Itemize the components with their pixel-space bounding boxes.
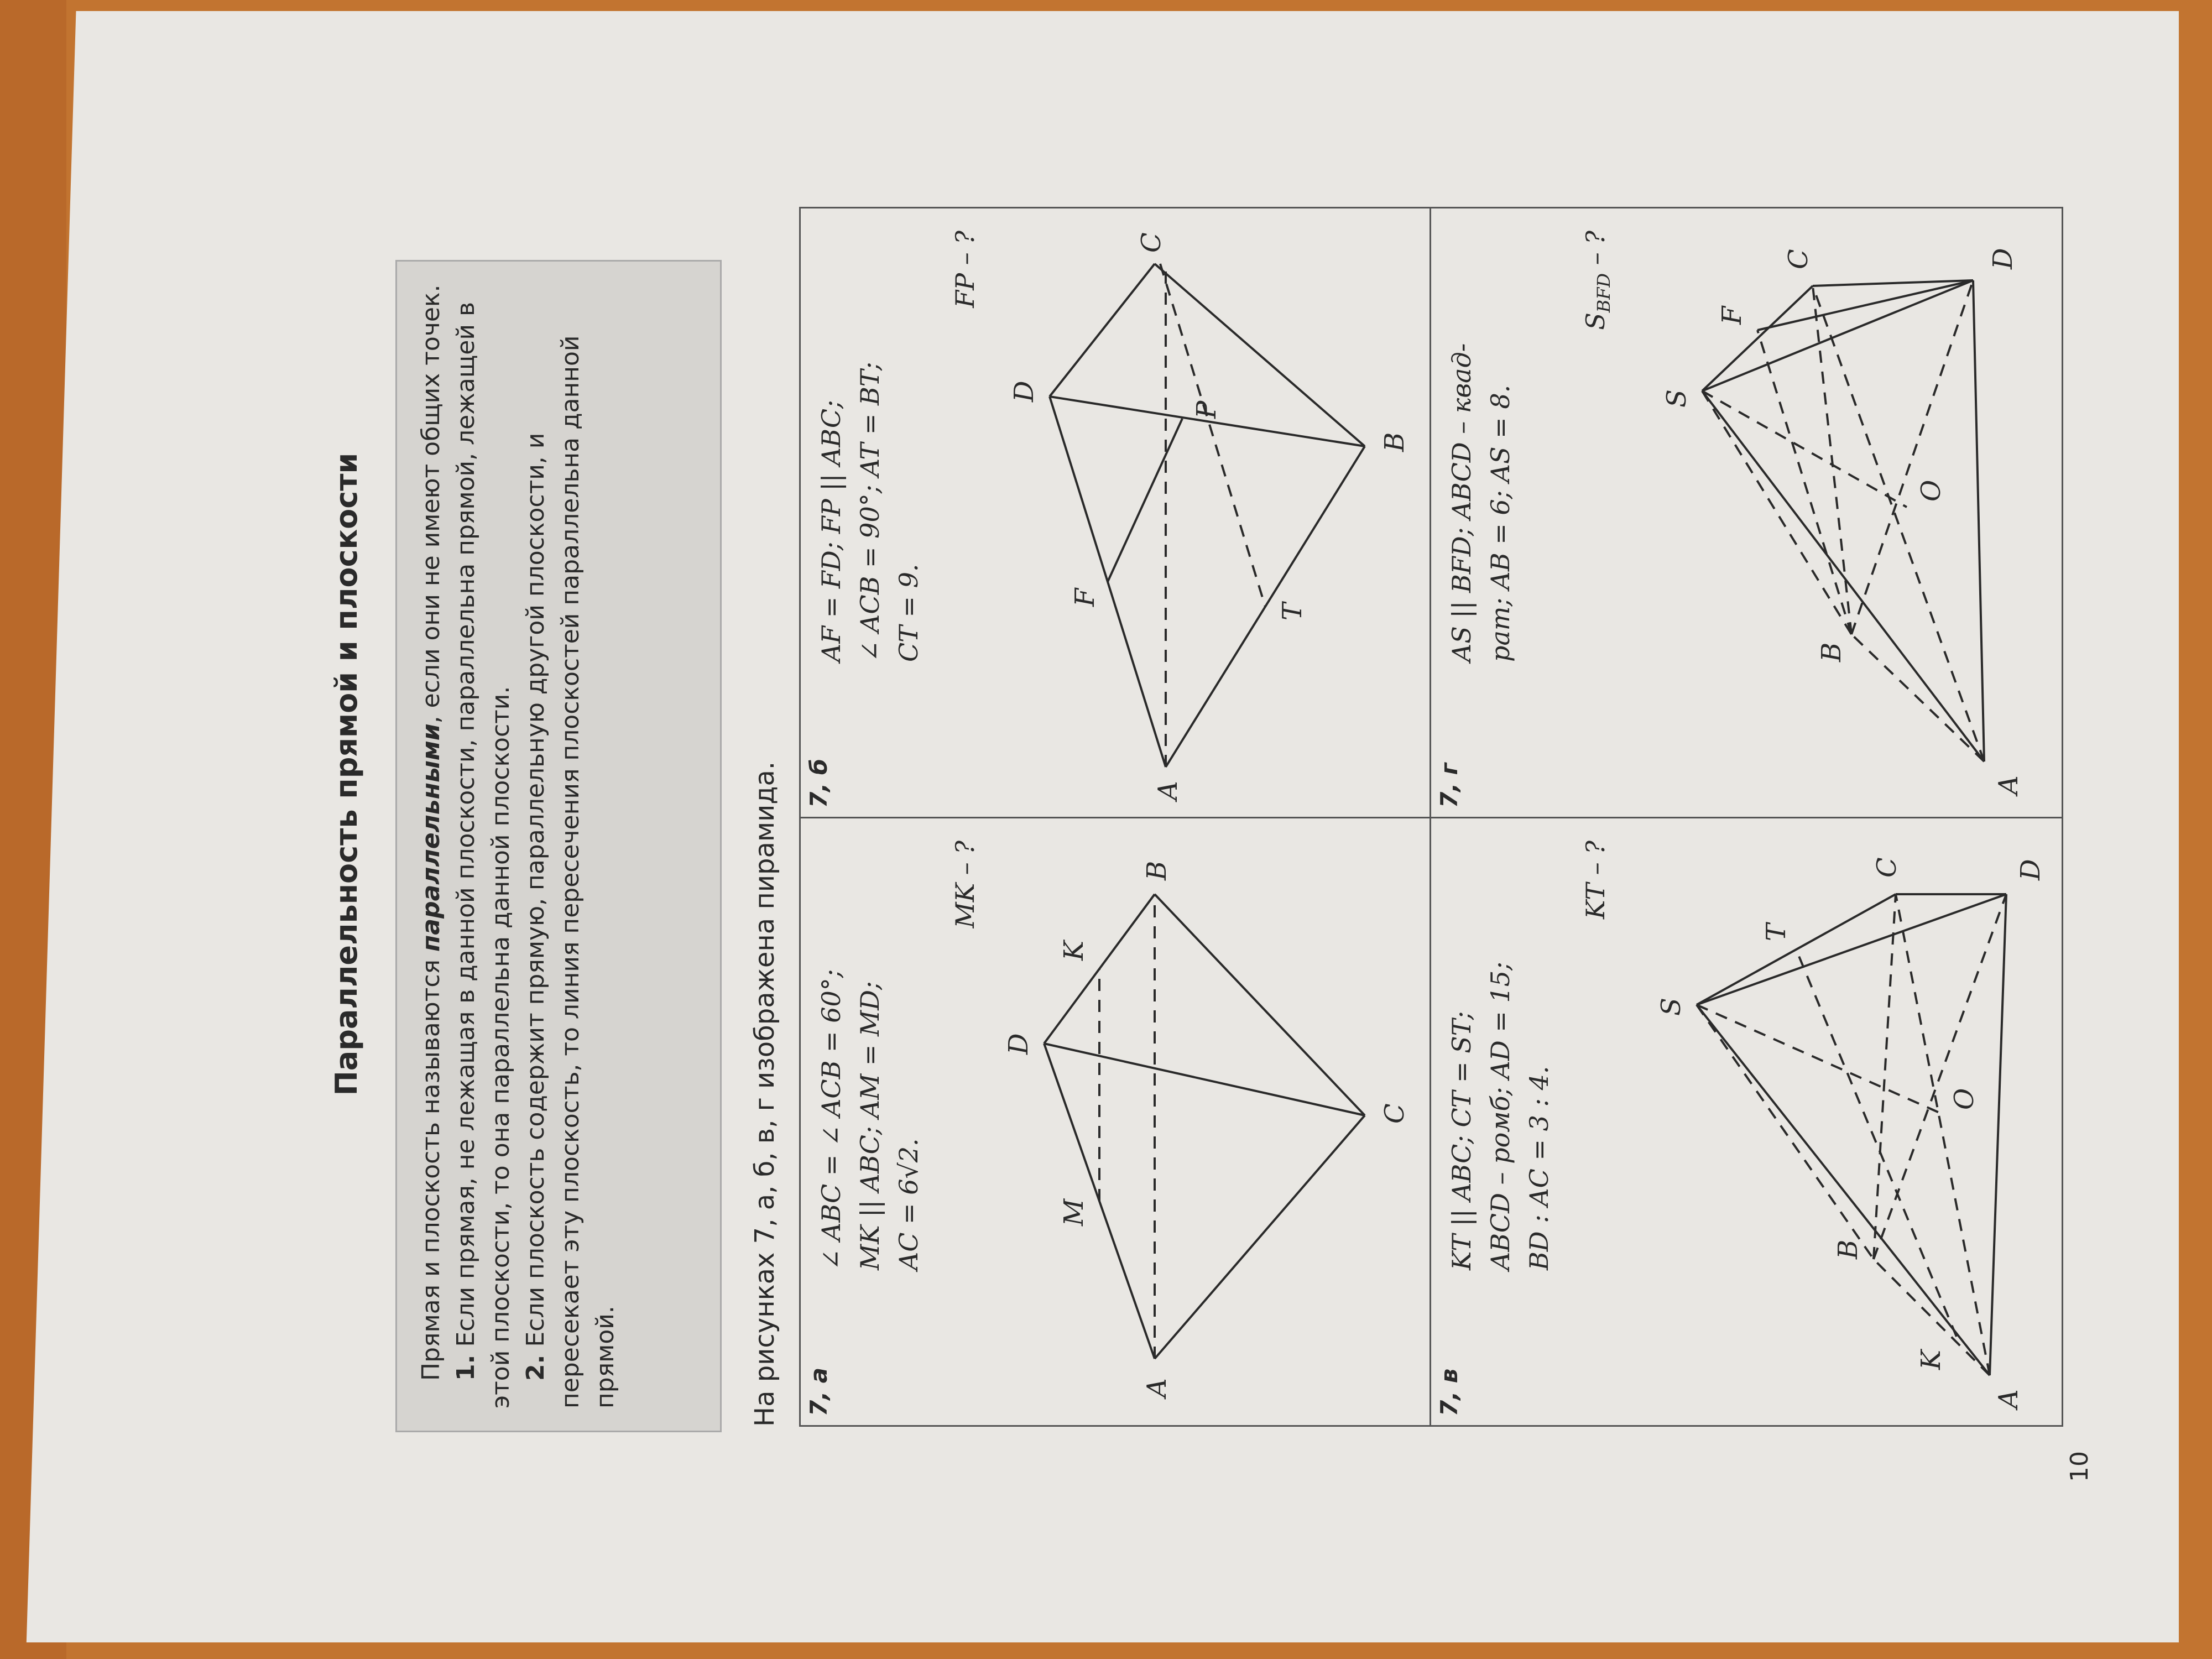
theory-box	[395, 260, 722, 1432]
vertex-label-D: D	[1003, 1033, 1034, 1055]
problem-tag: 7, в	[1436, 1368, 1463, 1416]
definition-pre: Прямая и плоскость называются	[417, 952, 445, 1381]
point-label-F: F	[1717, 306, 1747, 325]
edge-AB-hidden	[1851, 634, 1984, 761]
vertex-label-A: A	[1141, 1378, 1172, 1397]
condition-line: KT || ABC; CT = ST;	[1447, 1011, 1477, 1270]
problem-question: MK – ?	[950, 841, 980, 928]
diag-BD	[1874, 894, 2006, 1259]
vertex-label-B: B	[1833, 1239, 1864, 1259]
point-label-K: K	[1916, 1350, 1947, 1370]
point-label-M: M	[1058, 1198, 1089, 1226]
problem-7b	[801, 208, 1431, 817]
problem-conditions	[812, 220, 928, 662]
problem-question: KT – ?	[1580, 841, 1610, 919]
condition-line: ∠ ACB = 90°; AT = BT;	[855, 362, 885, 662]
edge-SA	[1702, 391, 1984, 761]
point-label-K: K	[1058, 941, 1089, 961]
page-number: 10	[2065, 1451, 2094, 1482]
condition-line: AF = FD; FP || ABC;	[816, 400, 846, 662]
page-title: Параллельность прямой и плоскости	[329, 452, 364, 1096]
vertex-label-B: B	[1816, 642, 1847, 662]
vertex-label-A: A	[1993, 1389, 2024, 1408]
vertex-label-S: S	[1656, 998, 1687, 1016]
condition-line: рат; AB = 6; AS = 8.	[1485, 384, 1515, 662]
vertex-label-A: A	[1993, 775, 2024, 795]
edge-CB	[1155, 894, 1365, 1115]
problem-question	[1580, 231, 1614, 330]
problem-conditions	[1442, 220, 1520, 662]
vertex-label-B: B	[1379, 432, 1410, 452]
edge-SD	[1697, 894, 2006, 1005]
definition-term: параллельными	[417, 723, 445, 952]
edge-DC	[1050, 264, 1155, 397]
problem-question: FP – ?	[950, 231, 980, 308]
figure-7b	[1000, 208, 1431, 817]
point-label-O: O	[1949, 1088, 1980, 1110]
question-tail: – ?	[1580, 231, 1610, 273]
condition-line: CT = 9.	[894, 564, 924, 662]
theorem-1-text: Если прямая, не лежащая в данной плоскости, параллельна прямой, лежащей в этой плоскости, то она параллельна данной плоскости.	[452, 302, 515, 1408]
point-label-T: T	[1761, 923, 1792, 941]
problem-7g	[1431, 208, 2062, 817]
vertex-label-S: S	[1661, 389, 1692, 408]
textbook-page	[312, 66, 2104, 1482]
edge-DC	[1044, 1044, 1365, 1115]
edge-BC-hidden	[1874, 894, 1896, 1259]
condition-line: AS || BFD; ABCD – квад-	[1447, 343, 1477, 662]
figure-7g	[1630, 208, 2062, 817]
vertex-label-D: D	[1009, 380, 1040, 402]
point-label-F: F	[1070, 588, 1100, 607]
vertex-label-B: B	[1141, 860, 1172, 880]
problem-tag: 7, а	[805, 1367, 832, 1416]
edge-AC	[1155, 1115, 1365, 1359]
intro-text: На рисунках 7, а, б, в, г изображена пирамида.	[749, 761, 780, 1427]
condition-line: ∠ ABC = ∠ ACB = 60°;	[816, 969, 846, 1270]
edge-SC	[1697, 894, 1896, 1005]
vertex-label-C: C	[1379, 1103, 1410, 1124]
vertex-label-D: D	[1987, 248, 2018, 269]
segment-FP	[1108, 419, 1182, 582]
figure-7a	[1000, 817, 1431, 1425]
vertex-label-C: C	[1136, 232, 1167, 253]
edge-AD	[1973, 280, 1984, 761]
height-SO	[1702, 391, 1907, 507]
edge-SC	[1702, 286, 1813, 391]
problems-grid	[799, 207, 2063, 1427]
problem-conditions	[812, 828, 928, 1270]
edge-SB-hidden	[1697, 1005, 1874, 1259]
theorem-1	[448, 284, 518, 1408]
vertex-label-C: C	[1783, 249, 1814, 269]
problem-7v	[1431, 817, 2062, 1425]
theorem-2-number: 2.	[521, 1354, 550, 1381]
condition-line: AC = 6√2.	[894, 1138, 924, 1270]
segment-FD	[1757, 280, 1973, 330]
question-symbol: S	[1580, 312, 1610, 330]
vertex-label-A: A	[1152, 781, 1183, 800]
edge-SB-hidden	[1702, 391, 1851, 634]
definition	[414, 284, 448, 1408]
figure-7v	[1630, 817, 2062, 1425]
condition-line: MK || ABC; AM = MD;	[855, 981, 885, 1270]
point-label-P: P	[1191, 400, 1222, 419]
diag-BD	[1851, 280, 1973, 634]
point-label-O: O	[1916, 479, 1947, 502]
theorem-2-text: Если плоскость содержит прямую, параллельную другой плоскости, и пересекает эту плоскость, то линия пересечения плоскостей параллельна данной прямой.	[521, 335, 619, 1408]
question-subscript: BFD	[1593, 273, 1615, 313]
problem-tag: 7, г	[1436, 763, 1463, 808]
edge-SD	[1702, 280, 1973, 391]
theorem-1-number: 1.	[452, 1354, 480, 1381]
vertex-label-C: C	[1871, 857, 1902, 878]
problem-7a	[801, 817, 1431, 1425]
theorem-2	[518, 284, 623, 1408]
condition-line: ABCD – ромб; AD = 15;	[1485, 962, 1515, 1270]
definition-post: , если они не имеют общих точек.	[417, 284, 445, 724]
condition-line: BD : AC = 3 : 4.	[1524, 1066, 1554, 1270]
segment-KT	[1796, 950, 1957, 1337]
diag-AC	[1896, 894, 1990, 1375]
edge-AD	[1990, 894, 2006, 1375]
vertex-label-D: D	[2015, 859, 2046, 880]
point-label-T: T	[1277, 602, 1308, 620]
problem-conditions	[1442, 828, 1558, 1270]
problem-tag: 7, б	[805, 758, 832, 808]
